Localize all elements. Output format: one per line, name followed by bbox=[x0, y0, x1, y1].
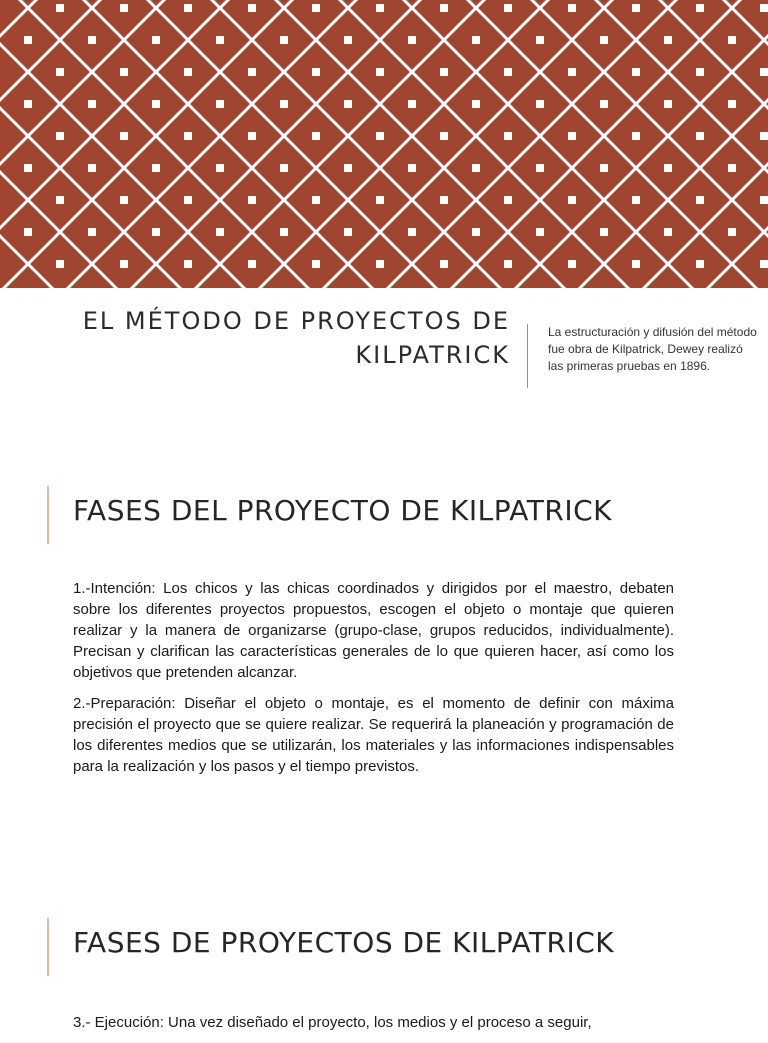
page-title: EL MÉTODO DE PROYECTOS DE KILPATRICK bbox=[82, 307, 510, 369]
section-accent-rule bbox=[47, 486, 49, 544]
section-heading: FASES DE PROYECTOS DE KILPATRICK bbox=[73, 926, 615, 959]
decorative-banner bbox=[0, 0, 768, 288]
phase-paragraph: 2.-Preparación: Diseñar el objeto o montaje, es el momento de definir con máxima precisión el proyecto que se quiere realizar. Se requerirá la planeación y programación de los diferentes medios que se utilizarán, los materiales y las informaciones indispensables para la realización y los pasos y el tiempo previstos. bbox=[73, 695, 674, 775]
section-heading: FASES DEL PROYECTO DE KILPATRICK bbox=[73, 494, 612, 527]
title-divider bbox=[527, 324, 528, 388]
title-note: La estructuración y difusión del método fue obra de Kilpatrick, Dewey realizó las primeras pruebas en 1896. bbox=[548, 325, 757, 373]
phase-paragraph: 3.- Ejecución: Una vez diseñado el proyecto, los medios y el proceso a seguir, bbox=[73, 1014, 592, 1031]
section-body bbox=[73, 578, 674, 787]
section-body bbox=[73, 1012, 674, 1043]
phase-paragraph: 1.-Intención: Los chicos y las chicas coordinados y dirigidos por el maestro, debaten sobre los diferentes proyectos propuestos, escogen el objeto o montaje que quieren realizar y la manera de organizarse (grupo-clase, grupos reducidos, individualmente). Precisan y clarifican las características generales de lo que quieren hacer, así como los objetivos que pretenden alcanzar. bbox=[73, 580, 674, 681]
section-accent-rule bbox=[47, 918, 49, 976]
